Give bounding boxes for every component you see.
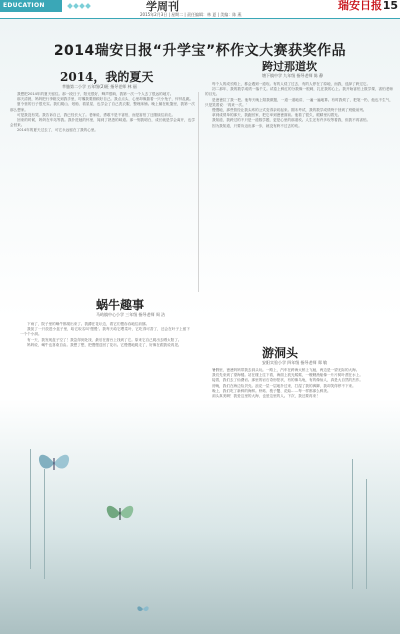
- page-number: 15: [382, 0, 398, 12]
- weekly-title: 学周刊: [146, 0, 179, 13]
- article-body-dongtou: 暑假里，爸爸妈妈带我去洞头玩。一路上，汽车在跨海大桥上飞驰，两边是一望无际的大海。 我们先来到了望海楼。站在楼上往下看，海面上波光粼粼，一艘艘渔船像一片片树叶漂在水上。 接着，我们去了仙叠岩。那里的岩石奇形怪状，有的像乌龟，有的像仙人，真是大自然的杰作。 傍晚，我们在海边捡贝壳。浪花一层一层地扑过来，打湿了我的裤脚，我却笑得停不下来。 晚上，我们吃了新鲜的海鲜。虾蛄、梭子蟹、花蛤……每一样都那么鲜美。 洞头真美啊！我爱这里的大海，也爱这里的人。下次，我还要再来！: [212, 368, 363, 399]
- article-title-summer: 2014，我的夏天: [60, 70, 154, 84]
- dateline: 2015年2月3日 | 星期二 | 责任编辑：林 夏 | 美编：陈 燕: [140, 12, 242, 17]
- page-title: 2014瑞安日报“升学宝”杯作文大赛获奖作品: [53, 43, 347, 59]
- article-byline-summer: 莘塍第二小学 五年级(2)班 指导老师 林 丽: [62, 84, 137, 89]
- article-title-snail: 蜗牛趣事: [96, 298, 145, 312]
- butterfly-icon: [136, 604, 150, 614]
- article-body-snail: 下雨了，院子里的蜗牛都爬出来了。我蹲在花坛边，看它们慢吞吞地往前挪。 我捉了一只放进小盒子里，给它取名叫‘慢慢’。我每天给它喂菜叶，它吃得可香了，还会在叶子上留下一个个小洞。 有一天，我发现盒子空了！我急得到处找，最后在窗台上找到了它。原来它自己爬出去晒太阳了。 妈妈说，蜗牛也喜欢自由。我想了想，把慢慢送回了花坛。它慢慢地爬走了，好像在跟我说再见。: [20, 322, 190, 347]
- section-label: EDUCATION: [0, 0, 62, 12]
- article-title-dongtou: 游洞头: [262, 346, 299, 360]
- article-byline-snail: 马屿镇中心小学 三年级 指导老师 周 洁: [96, 312, 166, 317]
- page-header: [0, 0, 400, 12]
- article-body-summer: 我想把2014年的夏天留住。那一段日子，阳光很好，蝉声很响，我第一次一个人去了很远的地方。 那天清晨，妈妈把行李箱交到我手里，叮嘱我要照顾好自己。我点点头，心里却像揣着一只小兔子，怦怦乱跳。 夏令营的日子很充实。我们爬山、划船、看星星，也学会了自己洗衣服、整理床铺。晚上躺在帐篷里，我第一次那么想家。 可是我没有哭。我告诉自己，我已经长大了。老师说，勇敢不是不害怕，而是害怕了还继续往前走。 回来的时候，妈妈在车站等我。我扑进她的怀里，闻到了熟悉的味道。那一刻我明白，成长就是学会离开，也学会回来。 2014年的夏天过去了，可它永远留在了我的心里。: [10, 92, 195, 133]
- column-divider: [198, 92, 199, 292]
- header-decoration: [68, 4, 90, 8]
- butterfly-icon: [104, 500, 136, 526]
- article-body-threshold: 每个人的成长路上，都会遇到一道坎。有的人绕了过去，有的人停在了原地，而我，选择了跨过它。 初二那年，我的数学成绩一落千丈。试卷上鲜红的分数像一根刺，扎在我的心上。我开始害怕上数学课，害怕老师的目光。 是爸爸拉了我一把。他每天晚上陪我做题，一道一道地讲，一遍一遍地算。有时我烦了，把笔一扔，他也不生气，只是笑着说：‘再来一次。’ 慢慢地，那些曾经让我头疼的公式变得亲切起来。期末考试，我的数学成绩终于回到了班级前列。 拿到成绩单的那天，我跑回家，把它举到爸爸面前。他看了很久，眼睛里闪着光。 我知道，我跨过的不只是一道数学题，更是心里的那道坎。人生还有许多坎等着我，但我不再害怕。 因为我知道，只要肯迈出那一步，就没有跨不过去的坎。: [205, 82, 393, 128]
- article-byline-threshold: 塘下镇中学 九年级 指导老师 陈 静: [262, 73, 324, 78]
- butterfly-icon: [36, 448, 72, 478]
- newspaper-brand: 瑞安日报: [338, 0, 382, 12]
- article-byline-dongtou: 安阳实验小学 四年级 指导老师 郑 敏: [262, 360, 328, 365]
- article-title-threshold: 跨过那道坎: [262, 60, 317, 73]
